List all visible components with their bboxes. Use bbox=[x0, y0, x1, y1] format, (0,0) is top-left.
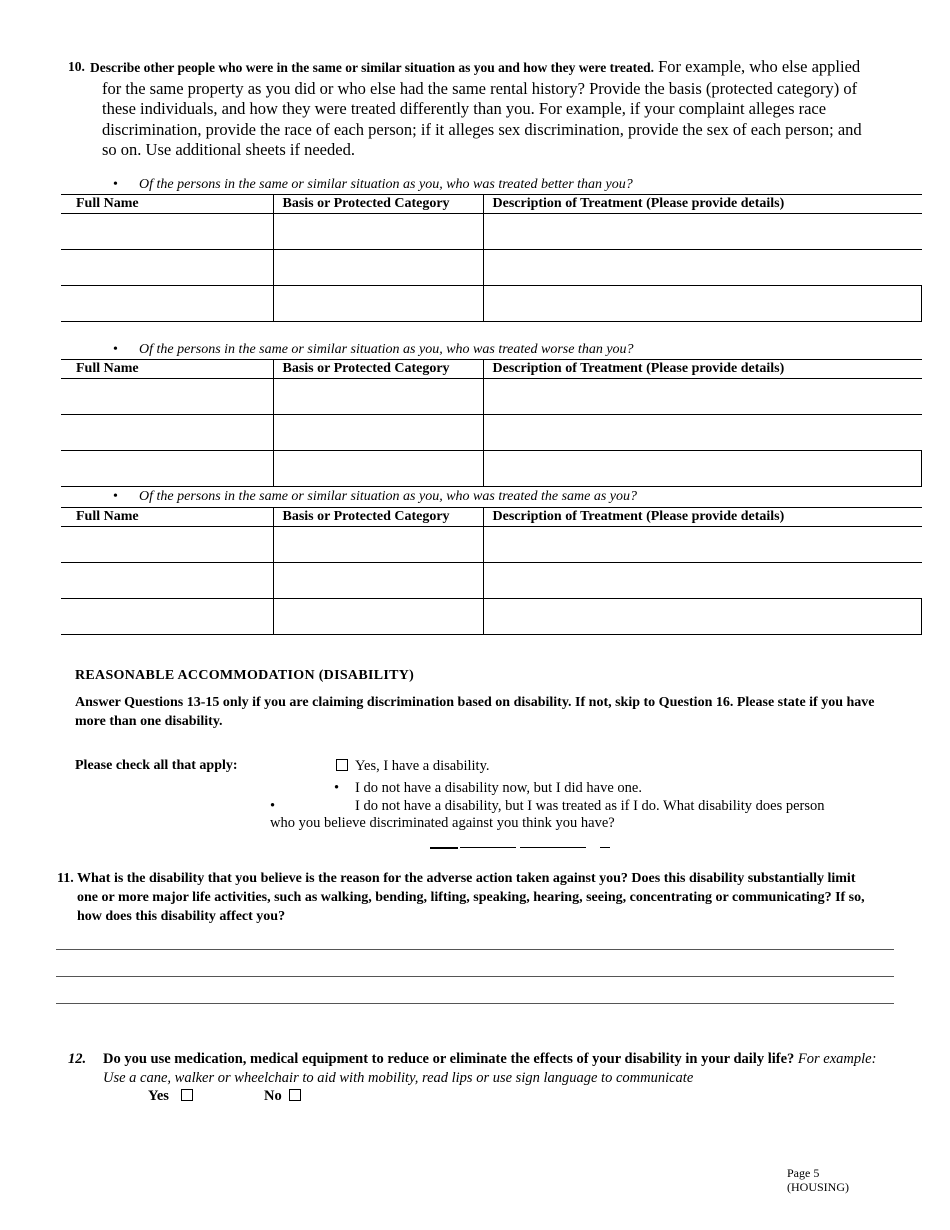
description-cell[interactable] bbox=[483, 599, 922, 635]
col-description: Description of Treatment (Please provide details) bbox=[483, 508, 922, 527]
table-prompt-worse bbox=[113, 342, 634, 358]
answer-line[interactable] bbox=[520, 847, 586, 848]
question-example: For example: Use a cane, walker or wheelchair to aid with mobility, read lips or use sign language to communicate bbox=[103, 1051, 877, 1086]
table-row bbox=[61, 527, 922, 563]
option-has-disability[interactable] bbox=[336, 758, 490, 775]
option-had-disability[interactable] bbox=[334, 780, 642, 797]
question-number: 12. bbox=[68, 1051, 87, 1067]
table-row bbox=[61, 415, 922, 451]
bullet-icon: • bbox=[334, 780, 340, 796]
name-cell[interactable] bbox=[61, 451, 273, 487]
basis-cell[interactable] bbox=[273, 451, 483, 487]
table-prompt-better bbox=[113, 177, 633, 193]
question-body: For example, who else applied for the same property as you did or who else had the same rental history? Provide the basis (protected category) of these individuals, and how they were treated differently than you. For example, if your complaint alleges race discrimination, provide the race of each person; if it alleges sex discrimination, provide the sex of each person; and so on. Use additional sheets if needed. bbox=[102, 57, 862, 159]
name-cell[interactable] bbox=[61, 286, 273, 322]
basis-cell[interactable] bbox=[273, 527, 483, 563]
basis-cell[interactable] bbox=[273, 250, 483, 286]
description-cell[interactable] bbox=[483, 286, 922, 322]
question-text bbox=[68, 57, 878, 161]
section-instructions: Answer Questions 13-15 only if you are claiming discrimination based on disability. If not, skip to Question 16. Please state if you have more than one disability. bbox=[75, 695, 875, 729]
col-description: Description of Treatment (Please provide details) bbox=[483, 195, 922, 214]
table-row bbox=[61, 250, 922, 286]
description-cell[interactable] bbox=[483, 527, 922, 563]
checkbox-icon[interactable] bbox=[289, 1089, 301, 1101]
question-text: What is the disability that you believe is the reason for the adverse action taken against you? Does this disability substantially limit one or more major life activities, such as walking, bending, lifting, speaking, hearing, seeing, concentrating or communicating? If so, how does this disability affect you? bbox=[77, 871, 865, 924]
question-number: 11. bbox=[57, 871, 74, 886]
question-11 bbox=[57, 869, 877, 926]
basis-cell[interactable] bbox=[273, 286, 483, 322]
option-regarded-as[interactable] bbox=[270, 798, 910, 832]
bullet-icon: • bbox=[113, 342, 118, 357]
yes-option[interactable] bbox=[148, 1088, 200, 1105]
question-lead: Describe other people who were in the same or similar situation as you and how they were treated. bbox=[90, 60, 654, 75]
table-row bbox=[61, 379, 922, 415]
table-row bbox=[61, 451, 922, 487]
check-all-label: Please check all that apply: bbox=[75, 758, 238, 773]
table-prompt-same bbox=[113, 489, 637, 505]
bullet-icon: • bbox=[270, 798, 276, 814]
description-cell[interactable] bbox=[483, 250, 922, 286]
question-10 bbox=[68, 57, 878, 161]
name-cell[interactable] bbox=[61, 379, 273, 415]
page-footer bbox=[787, 1166, 849, 1194]
question-number: 10. bbox=[68, 59, 85, 74]
answer-line[interactable] bbox=[460, 847, 516, 848]
option-label: Yes, I have a disability. bbox=[355, 758, 490, 774]
question-bold: Do you use medication, medical equipment to reduce or eliminate the effects of your disability in your daily life? bbox=[103, 1051, 795, 1067]
name-cell[interactable] bbox=[61, 214, 273, 250]
option-label: I do not have a disability, but I was treated as if I do. What disability does person bbox=[355, 798, 825, 814]
col-basis: Basis or Protected Category bbox=[273, 360, 483, 379]
checkbox-icon[interactable] bbox=[181, 1089, 193, 1101]
prompt-text: Of the persons in the same or similar situation as you, who was treated the same as you? bbox=[139, 489, 638, 504]
name-cell[interactable] bbox=[61, 527, 273, 563]
basis-cell[interactable] bbox=[273, 214, 483, 250]
answer-line[interactable] bbox=[56, 949, 894, 950]
answer-line[interactable] bbox=[56, 1003, 894, 1004]
basis-cell[interactable] bbox=[273, 379, 483, 415]
description-cell[interactable] bbox=[483, 563, 922, 599]
col-full-name: Full Name bbox=[61, 508, 273, 527]
col-full-name: Full Name bbox=[61, 195, 273, 214]
table-row bbox=[61, 599, 922, 635]
prompt-text: Of the persons in the same or similar situation as you, who was treated better than you? bbox=[139, 177, 633, 192]
name-cell[interactable] bbox=[61, 599, 273, 635]
name-cell[interactable] bbox=[61, 250, 273, 286]
description-cell[interactable] bbox=[483, 415, 922, 451]
checkbox-icon[interactable] bbox=[336, 759, 348, 771]
prompt-text: Of the persons in the same or similar situation as you, who was treated worse than you? bbox=[139, 342, 634, 357]
basis-cell[interactable] bbox=[273, 599, 483, 635]
table-row bbox=[61, 563, 922, 599]
bullet-icon: • bbox=[113, 489, 118, 504]
no-label: No bbox=[264, 1088, 282, 1104]
treated-better-table bbox=[61, 194, 922, 322]
answer-line[interactable] bbox=[56, 976, 894, 977]
option-line-2: who you believe discriminated against you think you have? bbox=[270, 815, 615, 831]
yes-label: Yes bbox=[148, 1088, 169, 1104]
name-cell[interactable] bbox=[61, 563, 273, 599]
treated-worse-table bbox=[61, 359, 922, 487]
answer-line[interactable] bbox=[600, 847, 610, 848]
col-full-name: Full Name bbox=[61, 360, 273, 379]
page-number: Page 5 bbox=[787, 1166, 820, 1180]
basis-cell[interactable] bbox=[273, 415, 483, 451]
question-12 bbox=[68, 1050, 888, 1088]
option-label: I do not have a disability now, but I did have one. bbox=[355, 780, 642, 796]
basis-cell[interactable] bbox=[273, 563, 483, 599]
treated-same-table bbox=[61, 507, 922, 635]
description-cell[interactable] bbox=[483, 214, 922, 250]
description-cell[interactable] bbox=[483, 451, 922, 487]
description-cell[interactable] bbox=[483, 379, 922, 415]
form-section: (HOUSING) bbox=[787, 1180, 849, 1194]
name-cell[interactable] bbox=[61, 415, 273, 451]
option-line-1 bbox=[270, 798, 910, 815]
table-row bbox=[61, 286, 922, 322]
answer-line[interactable] bbox=[430, 847, 458, 849]
table-row bbox=[61, 214, 922, 250]
section-heading: REASONABLE ACCOMMODATION (DISABILITY) bbox=[75, 668, 415, 683]
bullet-icon: • bbox=[113, 177, 118, 192]
question-text bbox=[68, 1050, 888, 1088]
no-option[interactable] bbox=[264, 1088, 308, 1105]
col-basis: Basis or Protected Category bbox=[273, 508, 483, 527]
col-basis: Basis or Protected Category bbox=[273, 195, 483, 214]
col-description: Description of Treatment (Please provide details) bbox=[483, 360, 922, 379]
